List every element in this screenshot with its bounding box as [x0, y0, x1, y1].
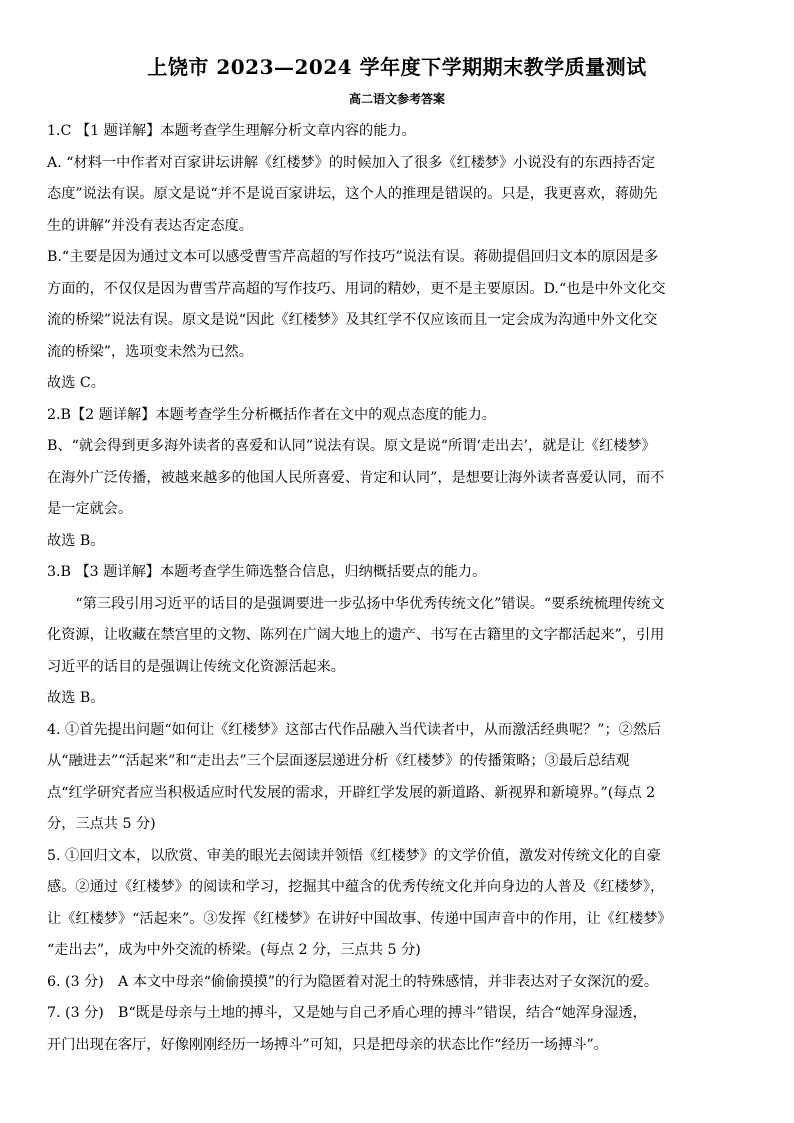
- answer-line: 生的讲解”并没有表达否定态度。: [47, 217, 253, 234]
- answer-line: 流的桥梁”说法有误。原文是说“因此《红楼梦》及其红学不仅应该而且一定会成为沟通中外文化交: [47, 312, 658, 328]
- answer-line: “走出去”，成为中外交流的桥梁。(每点 2 分，三点共 5 分): [47, 942, 421, 958]
- answer-page: [47, 52, 747, 1061]
- answer-line: A. “材料一中作者对百家讲坛讲解《红楼梦》的时候加入了很多《红楼梦》小说没有的东西持否定: [47, 154, 656, 171]
- answer-body: [47, 116, 747, 1061]
- answer-line: 6. (3 分) A 本文中母亲“偷偷摸摸”的行为隐匿着对泥土的特殊感情，并非表达对子女深沉的爱。: [47, 973, 659, 990]
- document-title: 上饶市 2023—2024 学年度下学期期末教学质量测试: [147, 55, 647, 79]
- answer-line: 在海外广泛传播，被越来越多的他国人民所喜爱、肯定和认同”，是想要让海外读者喜爱认同，而不: [47, 469, 665, 486]
- answer-line: B、“就会得到更多海外读者的喜爱和认同”说法有误。原文是说“所谓‘走出去’，就是让《红楼梦》: [47, 438, 656, 454]
- answer-line: 3.B 【3 题详解】本题考查学生筛选整合信息，归纳概括要点的能力。: [47, 564, 487, 580]
- answer-line: 7. (3 分) B“既是母亲与土地的搏斗，又是她与自己矛盾心理的搏斗”错误，结合“她浑身湿透，: [47, 1005, 647, 1021]
- answer-line: 4. ①首先提出问题“如何让《红楼梦》这部古代作品融入当代读者中，从而激活经典呢？”；②然后: [47, 721, 662, 738]
- answer-line: 方面的，不仅仅是因为曹雪芹高超的写作技巧、用词的精妙，更不是主要原因。D.“也是中外文化交: [47, 280, 666, 297]
- answer-line: 故选 B。: [47, 690, 105, 706]
- answer-line: 分，三点共 5 分): [47, 816, 156, 832]
- answer-line: 感。②通过《红楼梦》的阅读和学习，挖掘其中蕴含的优秀传统文化并向身边的人普及《红楼梦》，: [47, 879, 665, 895]
- answer-line: 从“融进去”“活起来”和“走出去”三个层面逐层递进分析《红楼梦》的传播策略；③最后总结观: [47, 753, 630, 769]
- answer-line: 流的桥梁”，选项变未然为已然。: [47, 343, 253, 360]
- answer-line: 化资源，让收藏在禁宫里的文物、陈列在广阔大地上的遗产、书写在古籍里的文字都活起来”，引用: [47, 627, 665, 643]
- answer-line: 故选 C。: [47, 375, 105, 391]
- answer-line: B.“主要是因为通过文本可以感受曹雪芹高超的写作技巧”说法有误。蒋勋提倡回归文本的原因是多: [47, 249, 659, 265]
- answer-line: 态度”说法有误。原文是说“并不是说百家讲坛，这个人的推理是错误的。只是，我更喜欢，蒋勋先: [47, 186, 658, 202]
- answer-line: 习近平的话目的是强调让传统文化资源活起来。: [47, 658, 345, 675]
- answer-line: 让《红楼梦》“活起来”。③发挥《红楼梦》在讲好中国故事、传递中国声音中的作用，让《红楼梦》: [47, 910, 672, 927]
- answer-line: 1.C 【1 题详解】本题考查学生理解分析文章内容的能力。: [47, 123, 416, 139]
- answer-line: 点“红学研究者应当积极适应时代发展的需求，开辟红学发展的新道路、新视界和新境界。”(每点 2: [47, 784, 656, 801]
- document-subtitle: 高二语文参考答案: [348, 92, 445, 106]
- answer-line: 2.B【2 题详解】本题考查学生分析概括作者在文中的观点态度的能力。: [47, 406, 496, 423]
- answer-line: 5. ①回归文本，以欣赏、审美的眼光去阅读并领悟《红楼梦》的文学价值，激发对传统文化的自豪: [47, 847, 661, 864]
- answer-line: 故选 B。: [47, 532, 105, 549]
- answer-line: “第三段引用习近平的话目的是强调要进一步弘扬中华优秀传统文化”错误。“要系统梳理传统文: [75, 595, 665, 612]
- answer-line: 是一定就会。: [47, 501, 133, 517]
- answer-line: 开门出现在客厅，好像刚刚经历一场搏斗”可知，只是把母亲的状态比作“经历一场搏斗”。: [47, 1036, 608, 1053]
